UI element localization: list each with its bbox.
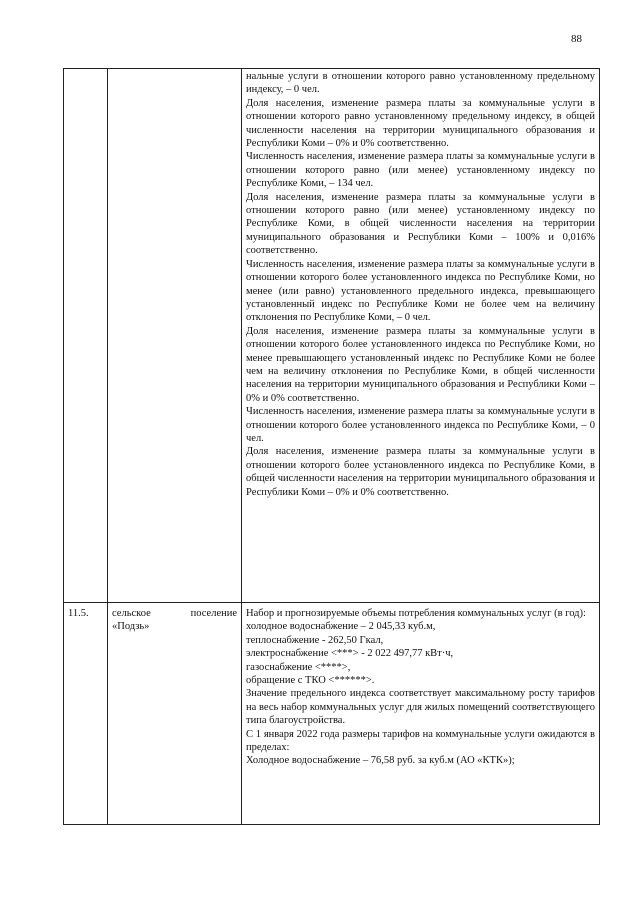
paragraph: Численность населения, изменение размера платы за коммунальные услуги в отношении которого равно (или менее) установленному индексу по Республике Коми, – 134 чел.: [246, 151, 595, 190]
content-cell: [242, 69, 600, 603]
settlement-cell: сельское поселение «Подзь»: [108, 603, 242, 825]
table-row: [64, 603, 600, 825]
paragraph: С 1 января 2022 года размеры тарифов на коммунальные услуги ожидаются в пределах:: [246, 728, 595, 754]
settlement-cell: [108, 69, 242, 603]
paragraph: нальные услуги в отношении которого равно установленному предельному индексу, – 0 чел.: [246, 71, 595, 96]
paragraph: Набор и прогнозируемые объемы потребления коммунальных услуг (в год):: [246, 608, 586, 619]
row-number-cell: 11.5.: [64, 603, 108, 825]
paragraph: Доля населения, изменение размера платы за коммунальные услуги в отношении которого равно установленному предельному индексу, в общей численности населения на территории муниципального образования и Республики Коми – 0% и 0% соответственно.: [246, 97, 595, 150]
tariff-table: [63, 68, 600, 825]
paragraph: Значение предельного индекса соответствует максимальному росту тарифов на весь набор коммунальных услуг для жилых помещений соответствующего типа благоустройства.: [246, 688, 595, 727]
paragraph: электроснабжение <***> - 2 022 497,77 кВт·ч,: [246, 648, 454, 660]
paragraph: газоснабжение <****>,: [246, 661, 351, 673]
content-cell: [242, 603, 600, 825]
paragraph: холодное водоснабжение – 2 045,33 куб.м,: [246, 621, 436, 633]
table-row: [64, 69, 600, 603]
paragraph: Доля населения, изменение размера платы за коммунальные услуги в отношении которого более установленного индекса по Республике Коми, в общей численности населения на территории муниципального образования и Республики Коми – 0% и 0% соответственно.: [246, 446, 595, 498]
page-number: 88: [571, 33, 582, 45]
paragraph: теплоснабжение - 262,50 Гкал,: [246, 634, 384, 646]
paragraph: Численность населения, изменение размера платы за коммунальные услуги в отношении которого более установленного индекса по Республике Коми, но менее (или равно) установленного предельного индекса, превышающего установленный индекс по Республике Коми не более чем на величину отклонения по Республике Коми, – 0 чел.: [246, 258, 595, 324]
paragraph: Доля населения, изменение размера платы за коммунальные услуги в отношении которого равно (или менее) установленному индексу по Республике Коми, в общей численности населения на территории муниципального образования и Республики Коми – 100% и 0,016% соответственно.: [246, 191, 595, 257]
paragraph: Численность населения, изменение размера платы за коммунальные услуги в отношении которого более установленного индекса по Республике Коми, – 0 чел.: [246, 406, 595, 444]
row-number-cell: [64, 69, 108, 603]
paragraph: Холодное водоснабжение – 76,58 руб. за куб.м (АО «КТК»);: [246, 755, 515, 767]
paragraph: Доля населения, изменение размера платы за коммунальные услуги в отношении которого более установленного индекса по Республике Коми, но менее превышающего установленный индекс по Республике Коми не более чем на величину отклонения по Республике Коми, в общей численности населения на территории муниципального образования и Республики Коми – 0% и 0% соответственно.: [246, 325, 595, 404]
paragraph: обращение с ТКО <******>.: [246, 675, 375, 687]
